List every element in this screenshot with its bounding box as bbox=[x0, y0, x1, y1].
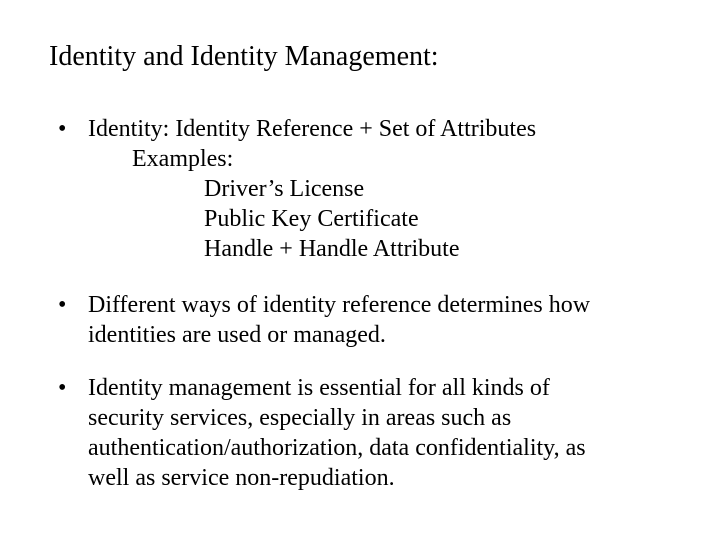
bullet-dot: • bbox=[58, 375, 67, 401]
bullet-dot: • bbox=[58, 116, 67, 142]
bullet-line: authentication/authorization, data confidentiality, as bbox=[88, 435, 586, 461]
slide-title: Identity and Identity Management: bbox=[49, 41, 439, 72]
example-item: Public Key Certificate bbox=[204, 206, 419, 232]
bullet-line: Identity management is essential for all kinds of bbox=[88, 375, 550, 401]
bullet-line: Identity: Identity Reference + Set of Attributes bbox=[88, 116, 537, 142]
example-item: Handle + Handle Attribute bbox=[204, 236, 460, 262]
bullet-line: well as service non-repudiation. bbox=[88, 465, 395, 491]
bullet-line: Different ways of identity reference determines how bbox=[88, 292, 591, 318]
bullet-line: security services, especially in areas such as bbox=[88, 405, 512, 431]
example-item: Driver’s License bbox=[204, 176, 365, 202]
bullet-line: identities are used or managed. bbox=[88, 322, 386, 348]
bullet-dot: • bbox=[58, 292, 67, 318]
bullet-text bbox=[88, 290, 688, 350]
examples-label: Examples: bbox=[132, 146, 234, 172]
bullet-text bbox=[88, 114, 688, 264]
bullet-text bbox=[88, 373, 688, 493]
